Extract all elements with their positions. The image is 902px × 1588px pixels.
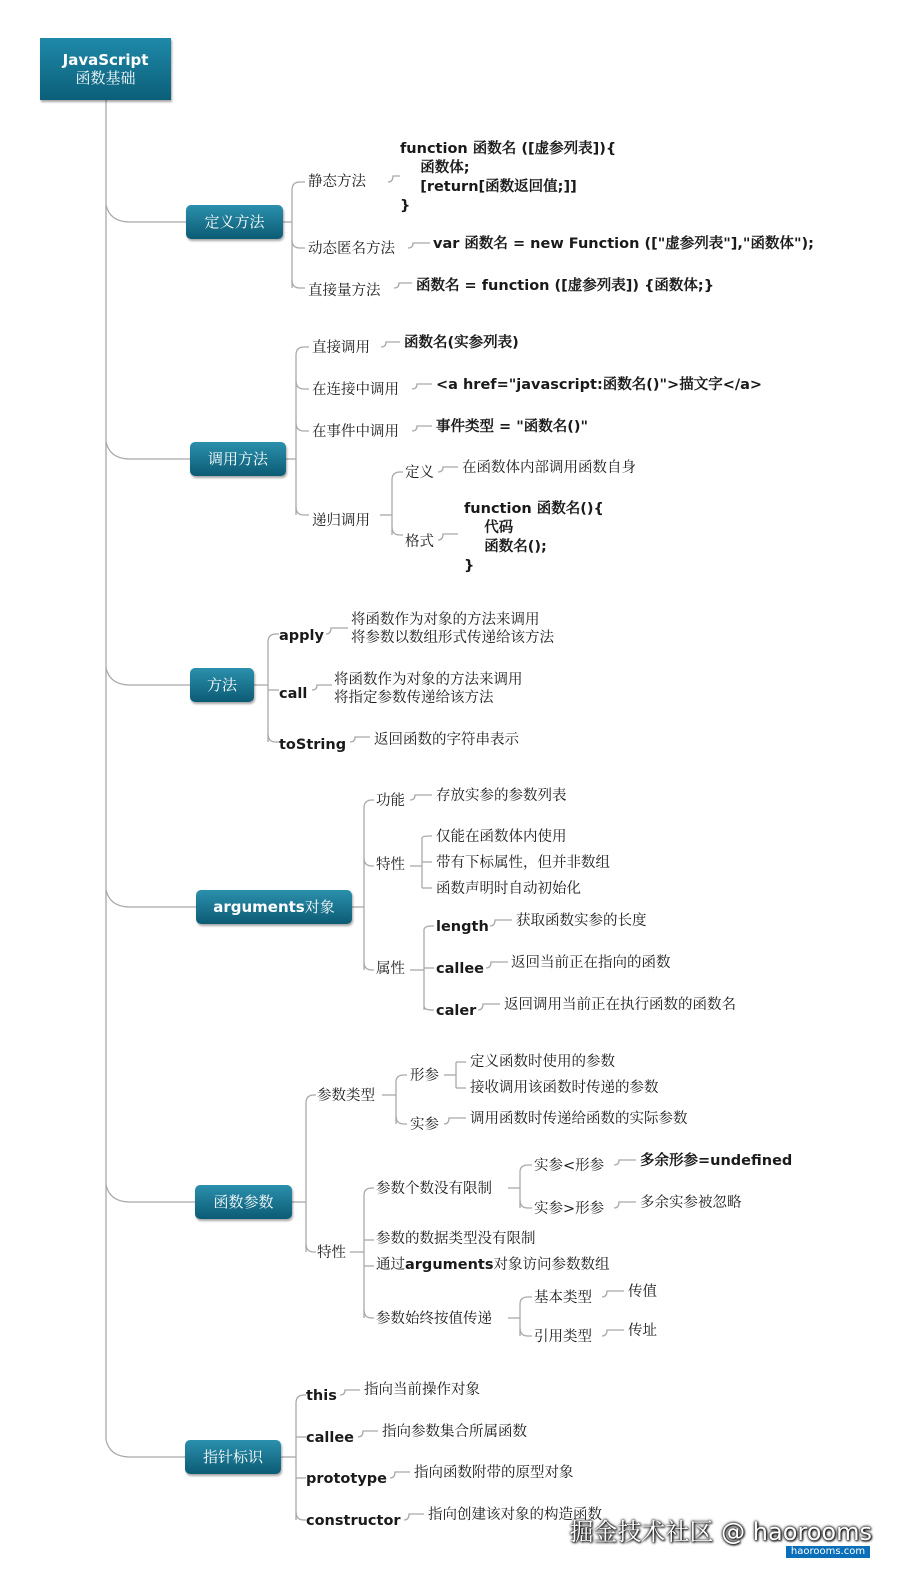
define-static-label: 静态方法 [308,174,366,190]
node-define: 定义方法 [186,205,283,239]
node-pointer: 指针标识 [185,1440,281,1474]
params-formal-label: 形参 [410,1068,439,1084]
method-call-label: call [279,686,308,702]
params-traits-label: 特性 [317,1245,346,1261]
node-params: 函数参数 [195,1185,292,1219]
recursive-fmt-label: 格式 [405,534,434,550]
define-static-code: function 函数名 ([虚参列表]){ 函数体; [return[函数返回值;]] } [400,141,617,214]
watermark-text: 掘金技术社区 @ haorooms [569,1518,872,1546]
traits-access: 通过arguments对象访问参数数组 [376,1257,610,1273]
arguments-feature-1: 仅能在函数体内使用 [436,829,567,845]
define-literal-code: 函数名 = function ([虚参列表]) {函数体;} [416,278,715,294]
invoke-direct-text: 函数名(实参列表) [404,335,519,351]
invoke-event-text: 事件类型 = "函数名()" [436,419,589,435]
method-call-line1: 将函数作为对象的方法来调用 [334,672,523,688]
pointer-constructor-label: constructor [306,1513,401,1529]
node-methods: 方法 [190,668,254,702]
byvalue-ref-label: 引用类型 [534,1329,592,1345]
root-title: JavaScript [62,51,149,69]
pointer-this-text: 指向当前操作对象 [364,1382,480,1398]
arguments-feature-2: 带有下标属性，但并非数组 [436,855,610,871]
method-apply-line1: 将函数作为对象的方法来调用 [351,612,540,628]
arguments-feature-3: 函数声明时自动初始化 [436,881,581,897]
arguments-func-text: 存放实参的参数列表 [436,788,567,804]
invoke-link-text: <a href="javascript:函数名()">描文字</a> [436,377,763,393]
pointer-this-label: this [306,1388,337,1404]
byvalue-basic-text: 传值 [628,1284,657,1300]
pointer-callee-label: callee [306,1430,354,1446]
arguments-props-label: 属性 [376,961,405,977]
params-formal-1: 定义函数时使用的参数 [470,1054,615,1070]
byvalue-ref-text: 传址 [628,1323,657,1339]
arguments-func-label: 功能 [376,793,405,809]
root-node [40,38,171,100]
method-tostring-text: 返回函数的字符串表示 [374,732,519,748]
prop-length-text: 获取函数实参的长度 [516,913,647,929]
node-arguments: arguments对象 [196,890,352,924]
prop-caler-text: 返回调用当前正在执行函数的函数名 [504,997,736,1013]
count-more-text: 多余实参被忽略 [640,1195,742,1211]
prop-callee-label: callee [436,961,484,977]
prop-callee-text: 返回当前正在指向的函数 [511,955,671,971]
invoke-event-label: 在事件中调用 [312,424,399,440]
define-dynamic-code: var 函数名 = new Function (["虚参列表"],"函数体"); [433,236,814,252]
recursive-def-text: 在函数体内部调用函数自身 [462,460,636,476]
pointer-callee-text: 指向参数集合所属函数 [382,1424,527,1440]
count-less-label: 实参<形参 [534,1158,605,1174]
byvalue-basic-label: 基本类型 [534,1290,592,1306]
invoke-recursive-label: 递归调用 [312,513,370,529]
root-subtitle: 函数基础 [75,69,136,87]
traits-count-label: 参数个数没有限制 [376,1181,492,1197]
pointer-prototype-text: 指向函数附带的原型对象 [414,1465,574,1481]
pointer-constructor-text: 指向创建该对象的构造函数 [428,1507,602,1523]
define-dynamic-label: 动态匿名方法 [308,241,395,257]
arguments-feature-label: 特性 [376,857,405,873]
params-types-label: 参数类型 [317,1088,375,1104]
pointer-prototype-label: prototype [306,1471,387,1487]
traits-dtype: 参数的数据类型没有限制 [376,1231,536,1247]
count-more-label: 实参>形参 [534,1201,605,1217]
define-literal-label: 直接量方法 [308,283,381,299]
params-actual-label: 实参 [410,1117,439,1133]
method-apply-line2: 将参数以数组形式传递给该方法 [351,630,554,646]
params-formal-2: 接收调用该函数时传递的参数 [470,1080,659,1096]
method-tostring-label: toString [279,737,347,753]
count-less-text: 多余形参=undefined [640,1153,793,1169]
invoke-link-label: 在连接中调用 [312,382,399,398]
recursive-def-label: 定义 [405,465,434,481]
prop-length-label: length [436,919,489,935]
prop-caler-label: caler [436,1003,477,1019]
recursive-fmt-code: function 函数名(){ 代码 函数名(); } [464,501,604,574]
method-apply-label: apply [279,628,324,644]
traits-byvalue-label: 参数始终按值传递 [376,1311,492,1327]
invoke-direct-label: 直接调用 [312,340,370,356]
watermark-url: haorooms.com [786,1546,870,1558]
node-invoke: 调用方法 [190,442,286,476]
params-actual-text: 调用函数时传递给函数的实际参数 [470,1111,688,1127]
method-call-line2: 将指定参数传递给该方法 [334,690,494,706]
